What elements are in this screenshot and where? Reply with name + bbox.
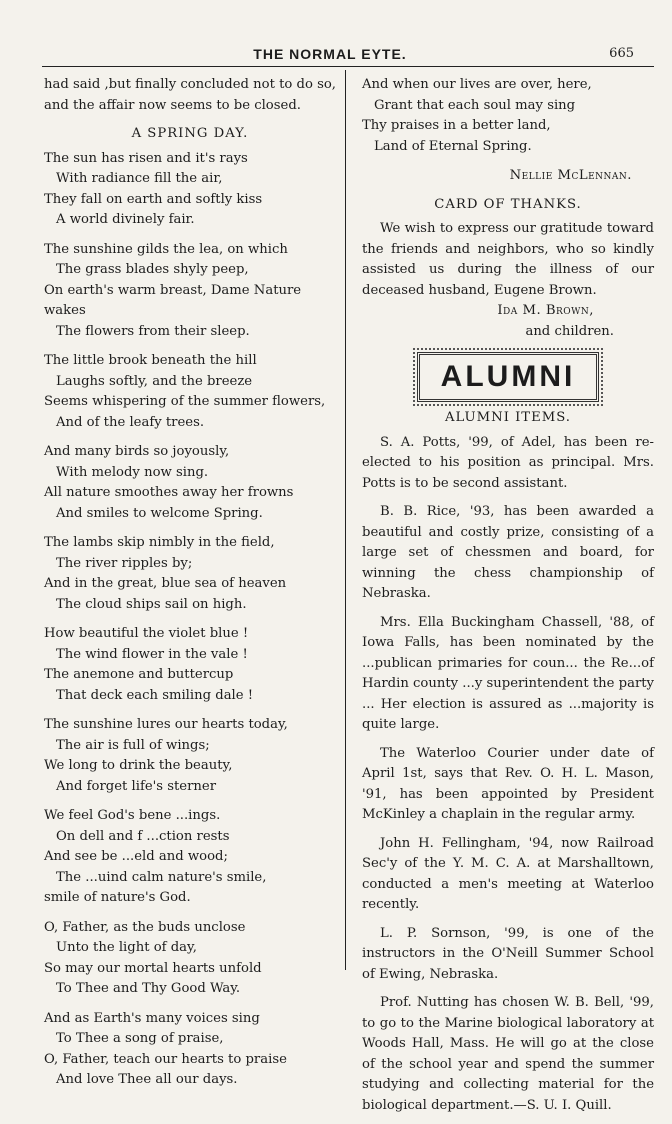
poem-stanza <box>44 806 336 909</box>
card-title: CARD OF THANKS. <box>434 196 582 212</box>
poem-line: The little brook beneath the hill <box>44 353 257 368</box>
poem-title: A SPRING DAY. <box>131 126 249 141</box>
poem-line: The grass blades shyly peep, <box>56 262 249 277</box>
poem-stanza <box>44 240 336 343</box>
poem-line: The flowers from their sleep. <box>56 323 250 339</box>
alumni-items-list <box>362 433 654 1117</box>
poem-line: O, Father, as the buds unclose <box>44 919 246 935</box>
poem-line: And as Earth's many voices sing <box>44 1010 260 1026</box>
poem-line: How beautiful the violet blue ! <box>44 626 249 641</box>
poem-line: And when our lives are over, here, <box>362 77 592 92</box>
intro-paragraph: had said ,but finally concluded not to do so, and the affair now seems to be closed. <box>44 77 336 113</box>
poem-line: O, Father, teach our hearts to praise <box>44 1051 287 1067</box>
poem-line: Land of Eternal Spring. <box>374 138 532 154</box>
alumni-item: John H. Fellingham, '94, now Railroad Sec'y of the Y. M. C. A. at Marshalltown, conducted a men's meeting at Waterloo recently. <box>362 835 654 912</box>
poem-line: And smiles to welcome Spring. <box>56 505 263 521</box>
poem-line: The river ripples by; <box>56 555 193 571</box>
poem-line: A world divinely fair. <box>56 212 195 227</box>
poem-line: We long to drink the beauty, <box>44 758 233 773</box>
poem-stanza <box>44 918 336 1000</box>
alumni-items-title: ALUMNI ITEMS. <box>444 410 571 425</box>
poem-line: The air is full of wings; <box>56 737 210 753</box>
poem-line: The lambs skip nimbly in the field, <box>44 535 275 550</box>
poem-line: And in the great, blue sea of heaven <box>44 576 287 591</box>
poem-stanza <box>44 1009 336 1091</box>
alumni-item: Prof. Nutting has chosen W. B. Bell, '99, to go to the Marine biological laboratory at Woods Hall, Mass. He will go at the close of the school year and spend the summer studying and collecting material for the biological department.—S. U. I. Quill. <box>362 995 654 1113</box>
poem-line: The sunshine lures our hearts today, <box>44 717 288 732</box>
poem-line: With melody now sing. <box>56 464 209 480</box>
header-rule <box>42 66 654 67</box>
poem-line: Grant that each soul may sing <box>374 97 576 113</box>
journal-title: THE NORMAL EYTE. <box>253 46 407 62</box>
poem-line: To Thee and Thy Good Way. <box>56 981 241 996</box>
card-signature: Ida M. Brown, <box>497 303 594 318</box>
poem-line: On dell and f ...ction rests <box>56 828 230 844</box>
poem-stanza <box>44 149 336 231</box>
poem-line: With radiance fill the air, <box>56 171 223 186</box>
poem-line: The ...uind calm nature's smile, <box>56 869 267 885</box>
poem-line: The sun has risen and it's rays <box>44 150 248 166</box>
right-column <box>362 75 654 1124</box>
alumni-item: Mrs. Ella Buckingham Chassell, '88, of Iowa Falls, has been nominated by the ...publican primaries for coun... the Re...of Hardin county ...y superintendent the party ... Her election is assured as ...majority is quite large. <box>362 614 654 732</box>
poem-line: They fall on earth and softly kiss <box>44 191 263 207</box>
poem-line: That deck each smiling dale ! <box>56 687 254 703</box>
poem-line: And love Thee all our days. <box>56 1072 238 1087</box>
poem-line: Thy praises in a better land, <box>362 118 551 133</box>
poem-stanza <box>44 533 336 615</box>
poem-line: So may our mortal hearts unfold <box>44 960 262 976</box>
alumni-item: S. A. Potts, '99, of Adel, has been re-elected to his position as principal. Mrs. Potts is to be second assistant. <box>362 434 654 491</box>
poem-stanza <box>44 715 336 797</box>
poem-stanza <box>44 624 336 706</box>
alumni-item: B. B. Rice, '93, has been awarded a beautiful and costly prize, consisting of a large set of chessmen and board, for winning the chess championship of Nebraska. <box>362 504 654 601</box>
poem-stanza <box>44 442 336 524</box>
poem-author: Nellie McLennan. <box>509 168 632 183</box>
poem-line: And many birds so joyously, <box>44 444 230 459</box>
card-text: We wish to express our gratitude toward the friends and neighbors, who so kindly assisted us during the illness of our deceased husband, Eugene Brown. <box>362 221 654 298</box>
poem-line: The anemone and buttercup <box>44 667 234 682</box>
poem-line: And of the leafy trees. <box>56 414 205 430</box>
poem-line: On earth's warm breast, Dame Nature wakes <box>44 282 302 318</box>
alumni-item: The Waterloo Courier under date of April 1st, says that Rev. O. H. L. Mason, '91, has been appointed by President McKinley a chaplain in the regular army. <box>362 745 654 822</box>
alumni-banner: ALUMNI <box>417 352 599 402</box>
column-divider <box>345 70 346 970</box>
poem-line: And see be ...eld and wood; <box>44 849 228 864</box>
page-header <box>0 18 672 62</box>
page-number: 665 <box>609 46 634 61</box>
poem-line: All nature smoothes away her frowns <box>44 485 294 500</box>
poem-line: The sunshine gilds the lea, on which <box>44 241 288 257</box>
poem-body <box>44 149 336 1091</box>
poem-line: We feel God's bene ...ings. <box>44 808 221 823</box>
card-signature-2: and children. <box>525 323 614 339</box>
poem-ending <box>362 75 654 157</box>
poem-line: To Thee a song of praise, <box>56 1031 224 1046</box>
poem-line: The wind flower in the vale ! <box>56 646 248 662</box>
left-column <box>44 75 336 1100</box>
poem-stanza <box>44 351 336 433</box>
poem-line: And forget life's sterner <box>56 778 216 794</box>
poem-line: The cloud ships sail on high. <box>56 596 247 612</box>
poem-line: Seems whispering of the summer flowers, <box>44 394 326 409</box>
poem-line: smile of nature's God. <box>44 890 191 905</box>
alumni-item: L. P. Sornson, '99, is one of the instructors in the O'Neill Summer School of Ewing, Nebraska. <box>362 925 654 982</box>
poem-line: Unto the light of day, <box>56 940 197 955</box>
poem-line: Laughs softly, and the breeze <box>56 373 253 389</box>
